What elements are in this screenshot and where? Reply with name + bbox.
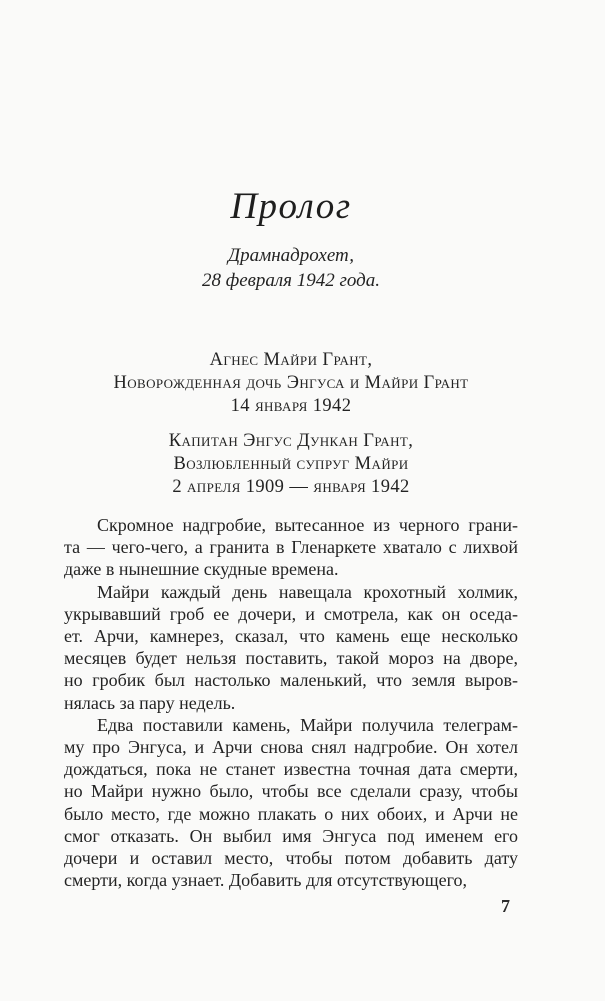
body-paragraph xyxy=(64,514,518,581)
text-line: смерти, когда узнает. Добавить для отсутствующего, xyxy=(64,870,468,891)
memorial-inscription-angus xyxy=(64,430,518,499)
text-line: та — чего-чего, а гранита в Гленаркете хватало с лихвой xyxy=(64,537,518,558)
text-line: Возлюбленный супруг Майри xyxy=(173,454,409,474)
text-line: укрывавший гроб ее дочери, и смотрела, как он оседа- xyxy=(64,603,518,624)
text-line: Агнес Майри Грант, xyxy=(209,350,373,370)
text-line: ет. Арчи, камнерез, сказал, что камень еще несколько xyxy=(64,626,518,647)
text-line: смог отказать. Он выбил имя Энгуса под именем его xyxy=(64,825,518,846)
text-line: Новорожденная дочь Энгуса и Майри Грант xyxy=(113,373,469,393)
memorial-inscription-agnes xyxy=(64,349,518,418)
dateline-place: Драмнадрохет, xyxy=(228,245,354,266)
text-line: но гробик был настолько маленький, что земля выров- xyxy=(64,670,518,691)
body-paragraph xyxy=(64,714,518,892)
text-line: было место, где можно плакать о них обоих, и Арчи не xyxy=(64,803,518,824)
text-line: Майри каждый день навещала крохотный холмик, xyxy=(97,581,518,602)
text-line: но Майри нужно было, чтобы все сделали сразу, чтобы xyxy=(64,781,518,802)
text-line: даже в нынешние скудные времена. xyxy=(64,559,339,580)
body-text xyxy=(64,514,518,891)
text-line: 2 апреля 1909 — января 1942 xyxy=(172,477,410,497)
text-line: Капитан Энгус Дункан Грант, xyxy=(168,431,414,451)
text-line: Едва поставили камень, Майри получила телеграм- xyxy=(97,714,518,735)
text-line: нялась за пару недель. xyxy=(64,692,236,713)
body-paragraph xyxy=(64,581,518,714)
page-title: Пролог xyxy=(230,186,352,227)
page-number: 7 xyxy=(501,896,510,916)
text-line: му про Энгуса, и Арчи снова снял надгробие. Он хотел xyxy=(64,737,518,758)
dateline xyxy=(64,243,518,293)
text-line: 14 января 1942 xyxy=(230,396,352,416)
text-line: дочери и оставил место, чтобы потом добавить дату xyxy=(64,848,518,869)
dateline-date: 28 февраля 1942 года. xyxy=(201,270,381,291)
text-line: дождаться, пока не станет известна точная дата смерти, xyxy=(64,759,518,780)
text-line: Скромное надгробие, вытесанное из черного грани- xyxy=(97,515,518,535)
text-line: месяцев будет нельзя поставить, такой мороз на дворе, xyxy=(64,648,518,669)
